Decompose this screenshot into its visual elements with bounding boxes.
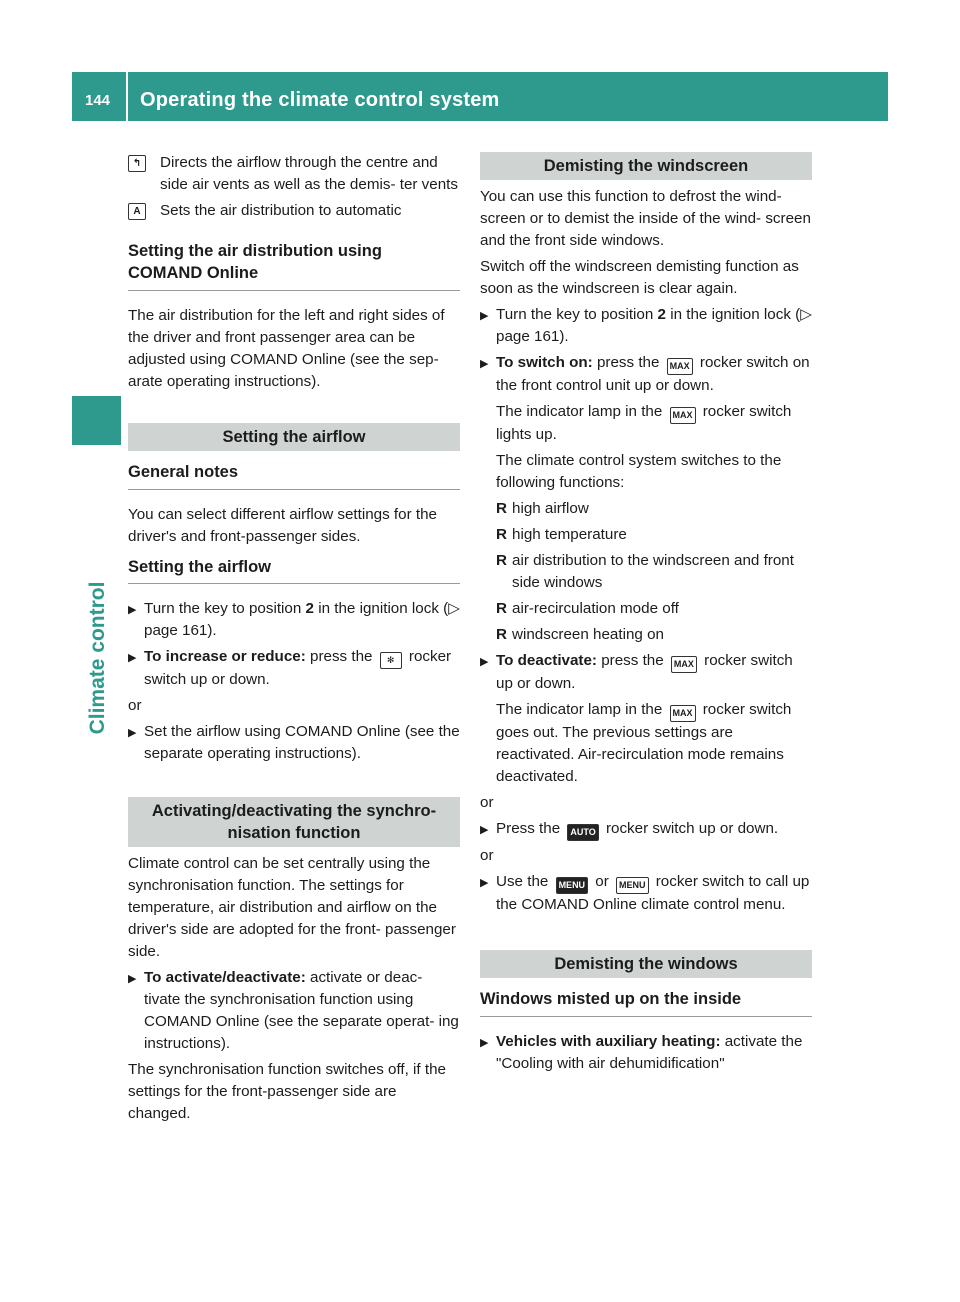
- step-item: [480, 304, 812, 348]
- step-text: Set the airflow using COMAND Online (see the separate operating instructions).: [144, 723, 460, 762]
- step-text: Vehicles with auxiliary heating: activate the "Cooling with air dehumidification": [496, 1033, 803, 1072]
- side-tab-marker: [72, 396, 121, 445]
- step-text: Press the AUTO rocker switch up or down.: [496, 818, 778, 841]
- windows-section-title: Demisting the windows: [480, 950, 812, 978]
- list-marker: R: [496, 626, 507, 643]
- arrow-icon: ▶: [128, 973, 137, 985]
- arrow-icon: ▶: [480, 877, 489, 889]
- list-item: R air-recirculation mode off: [496, 598, 812, 620]
- right-column: [480, 152, 812, 1079]
- list-marker: R: [496, 500, 507, 517]
- step-text: Turn the key to position 2 in the ignition lock (▷ page 161).: [496, 306, 812, 345]
- deactivate-indicator-text: The indicator lamp in the MAX rocker switch goes out. The previous settings are reactivated. Air-recirculation mode remains deactivated.: [496, 701, 792, 785]
- menu-rest-button-icon: MENU: [616, 877, 649, 894]
- windows-misted-heading: Windows misted up on the inside: [480, 988, 812, 1017]
- step-text: Turn the key to position 2 in the ignition lock (▷ page 161).: [144, 600, 460, 639]
- step-text: Use the MENU or MENU rocker switch to call up the COMAND Online climate control menu.: [496, 873, 810, 913]
- airflow-section-title: Setting the airflow: [128, 423, 460, 451]
- arrow-icon: ▶: [480, 358, 489, 370]
- or-separator: or: [128, 697, 142, 714]
- max-defrost-icon: MAX: [670, 407, 696, 424]
- step-item: [128, 598, 460, 642]
- arrow-icon: ▶: [480, 656, 489, 668]
- max-defrost-icon: MAX: [671, 656, 697, 673]
- side-tab-label: Climate control: [86, 581, 109, 735]
- airflow-fan-icon: ✻: [380, 652, 402, 669]
- left-column: [128, 152, 460, 1129]
- indicator-text: The indicator lamp in the MAX rocker switch lights up.: [496, 403, 792, 443]
- list-item: R high airflow: [496, 498, 812, 520]
- page-number: 144: [85, 92, 111, 109]
- icon-item-text: Directs the airflow through the centre and side air vents as well as the demis- ter vents: [160, 154, 458, 193]
- step-text: To deactivate: press the MAX rocker switch up or down.: [496, 652, 793, 692]
- arrow-icon: ▶: [480, 824, 489, 836]
- windscreen-section-title: Demisting the windscreen: [480, 152, 812, 180]
- arrow-icon: ▶: [480, 1037, 489, 1049]
- page-header: [72, 72, 888, 121]
- sync-section-title: Activating/deactivating the synchro- nisation function: [128, 797, 460, 847]
- step-text: To increase or reduce: press the ✻ rocker switch up or down.: [144, 648, 452, 688]
- step-text: To switch on: press the MAX rocker switch on the front control unit up or down.: [496, 354, 810, 394]
- list-marker: R: [496, 600, 507, 617]
- icon-item-text: Sets the air distribution to automatic: [160, 202, 402, 219]
- comand-distribution-heading: Setting the air distribution using COMAND Online: [128, 240, 460, 291]
- list-item: R high temperature: [496, 524, 812, 546]
- general-notes-heading: General notes: [128, 461, 460, 490]
- functions-intro: The climate control system switches to the following functions:: [496, 452, 782, 491]
- step-item: [480, 871, 812, 916]
- auto-button-icon: AUTO: [567, 824, 598, 841]
- sync-text: Climate control can be set centrally using the synchronisation function. The settings for temperature, air distribution and airflow on the driver's side are adopted for the front- passenger side.: [128, 855, 456, 960]
- step-item: [480, 818, 812, 841]
- general-notes-text: You can select different airflow settings for the driver's and front-passenger sides.: [128, 506, 437, 545]
- windscreen-text: You can use this function to defrost the wind- screen or to demist the inside of the wind- screen and the front side windows.: [480, 188, 811, 249]
- menu-button-icon: MENU: [556, 877, 589, 894]
- step-text: To activate/deactivate: activate or deac- tivate the synchronisation function using COMAND Online (see the separate operat- ing instructions).: [144, 969, 459, 1052]
- list-marker: R: [496, 552, 507, 569]
- airflow-centre-side-vents-icon: ↰: [128, 155, 146, 172]
- step-item: [128, 967, 460, 1055]
- icon-item: [128, 200, 460, 222]
- step-item: [128, 721, 460, 765]
- sync-off-text: The synchronisation function switches off, if the settings for the front-passenger side are changed.: [128, 1061, 446, 1122]
- page-title: Operating the climate control system: [140, 89, 500, 111]
- step-item: [480, 352, 812, 397]
- arrow-icon: ▶: [480, 310, 489, 322]
- icon-item: [128, 152, 460, 196]
- step-item: [480, 1031, 812, 1075]
- list-marker: R: [496, 526, 507, 543]
- windscreen-text: Switch off the windscreen demisting function as soon as the windscreen is clear again.: [480, 258, 799, 297]
- step-item: [480, 650, 812, 695]
- arrow-icon: ▶: [128, 604, 137, 616]
- setting-airflow-heading: Setting the airflow: [128, 556, 460, 584]
- step-item: [128, 646, 460, 691]
- or-separator: or: [480, 847, 494, 864]
- arrow-icon: ▶: [128, 727, 137, 739]
- list-item: R air distribution to the windscreen and front side windows: [496, 550, 812, 594]
- max-defrost-icon: MAX: [670, 705, 696, 722]
- arrow-icon: ▶: [128, 652, 137, 664]
- max-defrost-icon: MAX: [667, 358, 693, 375]
- or-separator: or: [480, 794, 494, 811]
- list-item: R windscreen heating on: [496, 624, 812, 646]
- comand-distribution-text: The air distribution for the left and right sides of the driver and front passenger area can be adjusted using COMAND Online (see the sep- arate operating instructions).: [128, 307, 445, 390]
- auto-air-distribution-icon: A: [128, 203, 146, 220]
- header-divider: [126, 72, 128, 121]
